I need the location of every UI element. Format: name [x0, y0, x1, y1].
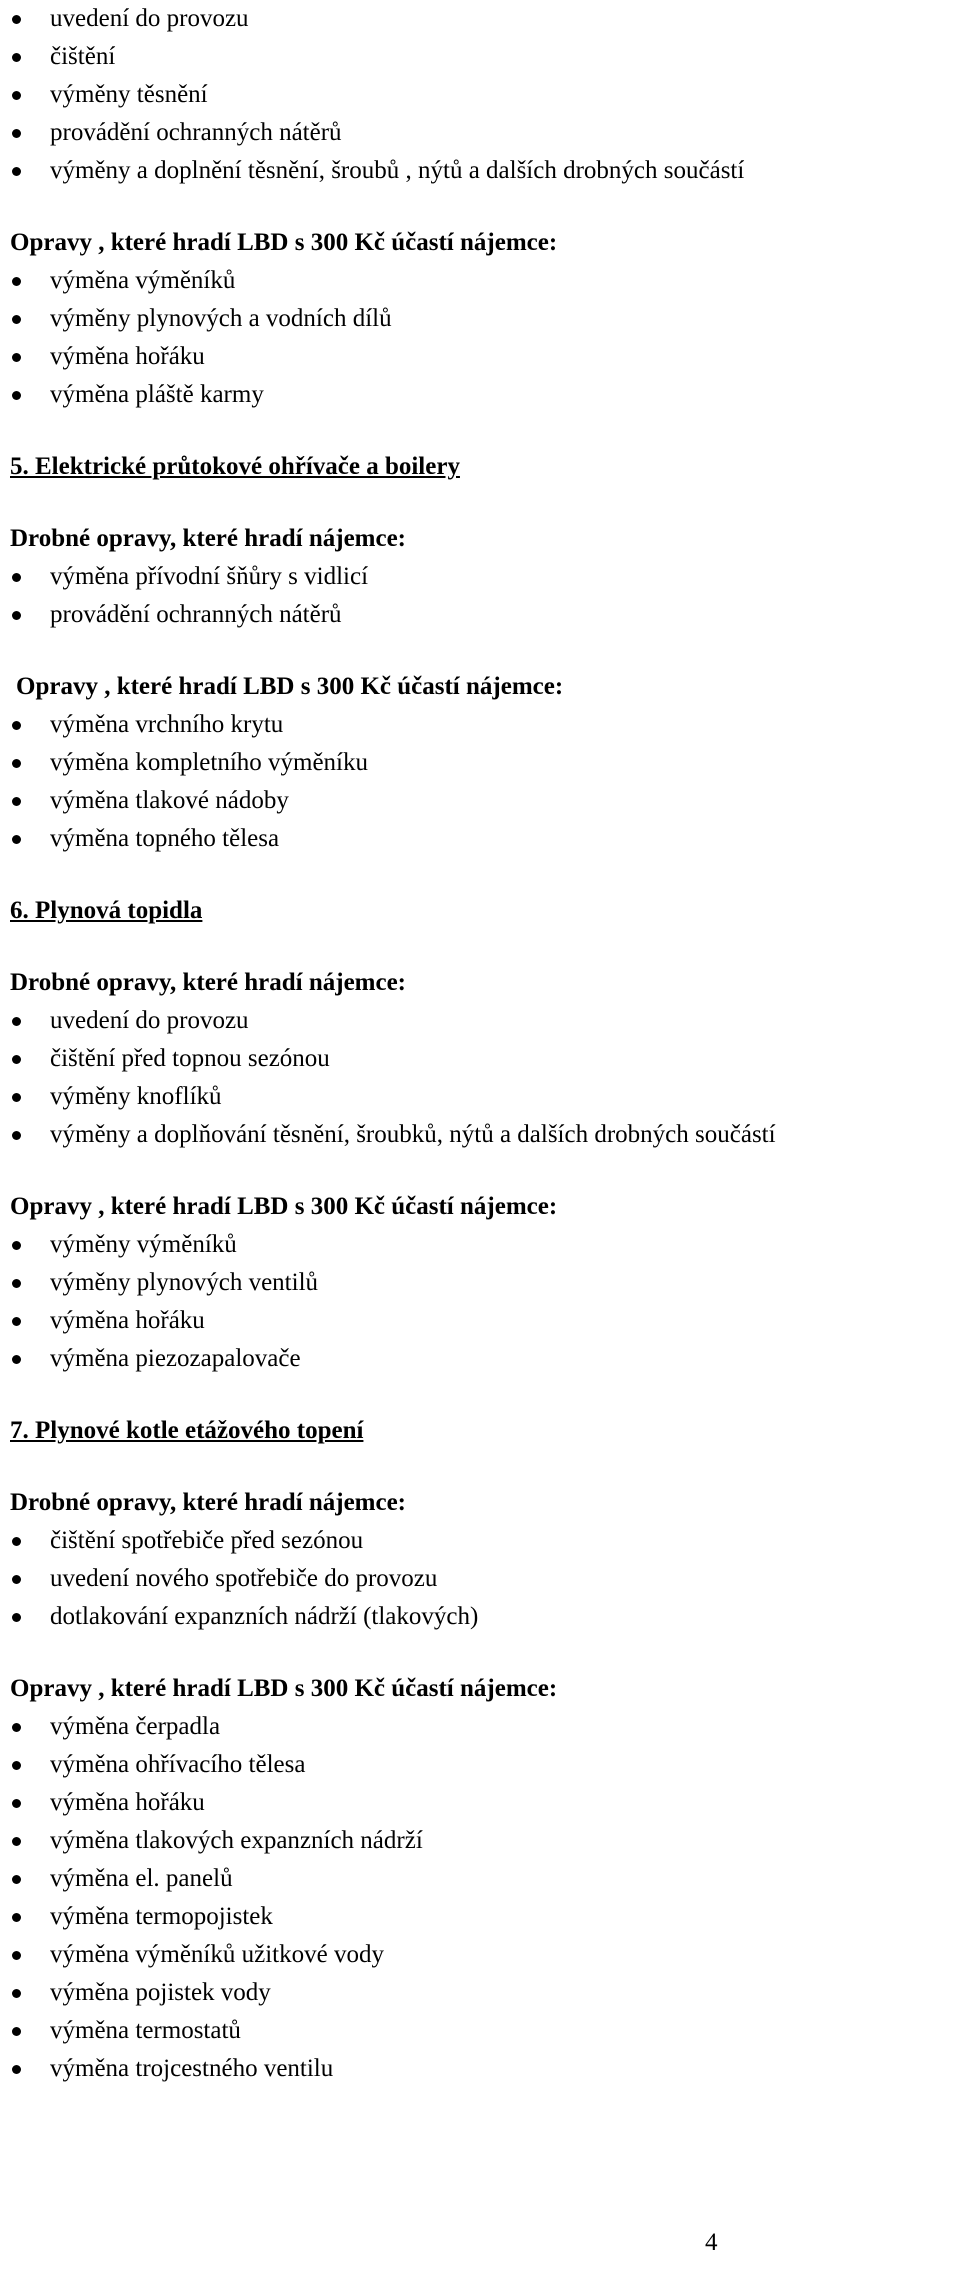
list-item: výměna přívodní šňůry s vidlicí [10, 558, 960, 596]
bullet-icon [12, 315, 21, 324]
list-item: výměny výměníků [10, 1226, 960, 1264]
list-item: výměna piezozapalovače [10, 1340, 960, 1378]
list-item: výměna výměníků [10, 262, 960, 300]
list-item: výměna ohřívacího tělesa [10, 1746, 960, 1784]
tenant-repairs-list [10, 1522, 960, 1636]
list-item: dotlakování expanzních nádrží (tlakových) [10, 1598, 960, 1636]
page-number: 4 [705, 2229, 718, 2256]
section-title: 6. Plynová topidla [10, 897, 203, 924]
list-item: výměna kompletního výměníku [10, 744, 960, 782]
tenant-repairs-list [10, 1002, 960, 1154]
bullet-icon [12, 1355, 21, 1364]
bullet-icon [12, 1131, 21, 1140]
tenant-repairs-list [10, 558, 960, 634]
bullet-icon [12, 2027, 21, 2036]
list-item: výměny plynových a vodních dílů [10, 300, 960, 338]
bullet-icon [12, 835, 21, 844]
tenant-repairs-heading: Drobné opravy, které hradí nájemce: [10, 969, 407, 996]
bullet-icon [12, 611, 21, 620]
bullet-icon [12, 1279, 21, 1288]
bullet-icon [12, 167, 21, 176]
lbd-repairs-list [10, 1226, 960, 1378]
bullet-icon [12, 797, 21, 806]
section-title: 5. Elektrické průtokové ohřívače a boilery [10, 453, 460, 480]
lbd-repairs-heading: Opravy , které hradí LBD s 300 Kč účastí nájemce: [10, 229, 558, 256]
bullet-icon [12, 1613, 21, 1622]
bullet-icon [12, 353, 21, 362]
bullet-icon [12, 1799, 21, 1808]
list-item: provádění ochranných nátěrů [10, 114, 960, 152]
list-item: uvedení do provozu [10, 0, 960, 38]
tenant-repairs-heading: Drobné opravy, které hradí nájemce: [10, 525, 407, 552]
bullet-icon [12, 759, 21, 768]
bullet-icon [12, 1723, 21, 1732]
list-item: uvedení nového spotřebiče do provozu [10, 1560, 960, 1598]
list-item: čištění před topnou sezónou [10, 1040, 960, 1078]
list-item: výměna hořáku [10, 338, 960, 376]
list-item: výměny a doplnění těsnění, šroubů , nýtů a dalších drobných součástí [10, 152, 960, 190]
list-item: výměny knoflíků [10, 1078, 960, 1116]
lbd-repairs-heading: Opravy , které hradí LBD s 300 Kč účastí nájemce: [10, 1193, 558, 1220]
list-item: čištění [10, 38, 960, 76]
bullet-icon [12, 1055, 21, 1064]
list-item: výměna výměníků užitkové vody [10, 1936, 960, 1974]
bullet-icon [12, 391, 21, 400]
list-item: výměna topného tělesa [10, 820, 960, 858]
bullet-icon [12, 277, 21, 286]
intro-list [10, 0, 960, 190]
list-item: výměna hořáku [10, 1784, 960, 1822]
bullet-icon [12, 573, 21, 582]
bullet-icon [12, 1989, 21, 1998]
lbd-repairs-heading: Opravy , které hradí LBD s 300 Kč účastí nájemce: [10, 1675, 558, 1702]
bullet-icon [12, 1017, 21, 1026]
list-item: výměna pojistek vody [10, 1974, 960, 2012]
list-item: výměna čerpadla [10, 1708, 960, 1746]
list-item: výměna tlakové nádoby [10, 782, 960, 820]
bullet-icon [12, 53, 21, 62]
bullet-icon [12, 129, 21, 138]
list-item: výměny těsnění [10, 76, 960, 114]
bullet-icon [12, 1575, 21, 1584]
bullet-icon [12, 91, 21, 100]
list-item: uvedení do provozu [10, 1002, 960, 1040]
list-item: výměna hořáku [10, 1302, 960, 1340]
bullet-icon [12, 1875, 21, 1884]
lbd-repairs-list [10, 1708, 960, 2088]
bullet-icon [12, 1913, 21, 1922]
bullet-icon [12, 15, 21, 24]
bullet-icon [12, 1951, 21, 1960]
list-item: provádění ochranných nátěrů [10, 596, 960, 634]
bullet-icon [12, 1761, 21, 1770]
bullet-icon [12, 1241, 21, 1250]
list-item: výměna el. panelů [10, 1860, 960, 1898]
list-item: čištění spotřebiče před sezónou [10, 1522, 960, 1560]
list-item: výměna termostatů [10, 2012, 960, 2050]
list-item: výměna trojcestného ventilu [10, 2050, 960, 2088]
list-item: výměny a doplňování těsnění, šroubků, nýtů a dalších drobných součástí [10, 1116, 960, 1154]
list-item: výměna vrchního krytu [10, 706, 960, 744]
list-item: výměna pláště karmy [10, 376, 960, 414]
lbd-repairs-heading: Opravy , které hradí LBD s 300 Kč účastí nájemce: [16, 673, 564, 700]
bullet-icon [12, 2065, 21, 2074]
bullet-icon [12, 1317, 21, 1326]
bullet-icon [12, 1093, 21, 1102]
bullet-icon [12, 1837, 21, 1846]
lbd-repairs-list [10, 262, 960, 414]
bullet-icon [12, 721, 21, 730]
section-title: 7. Plynové kotle etážového topení [10, 1417, 364, 1444]
lbd-repairs-list [10, 706, 960, 858]
list-item: výměny plynových ventilů [10, 1264, 960, 1302]
list-item: výměna termopojistek [10, 1898, 960, 1936]
bullet-icon [12, 1537, 21, 1546]
tenant-repairs-heading: Drobné opravy, které hradí nájemce: [10, 1489, 407, 1516]
list-item: výměna tlakových expanzních nádrží [10, 1822, 960, 1860]
